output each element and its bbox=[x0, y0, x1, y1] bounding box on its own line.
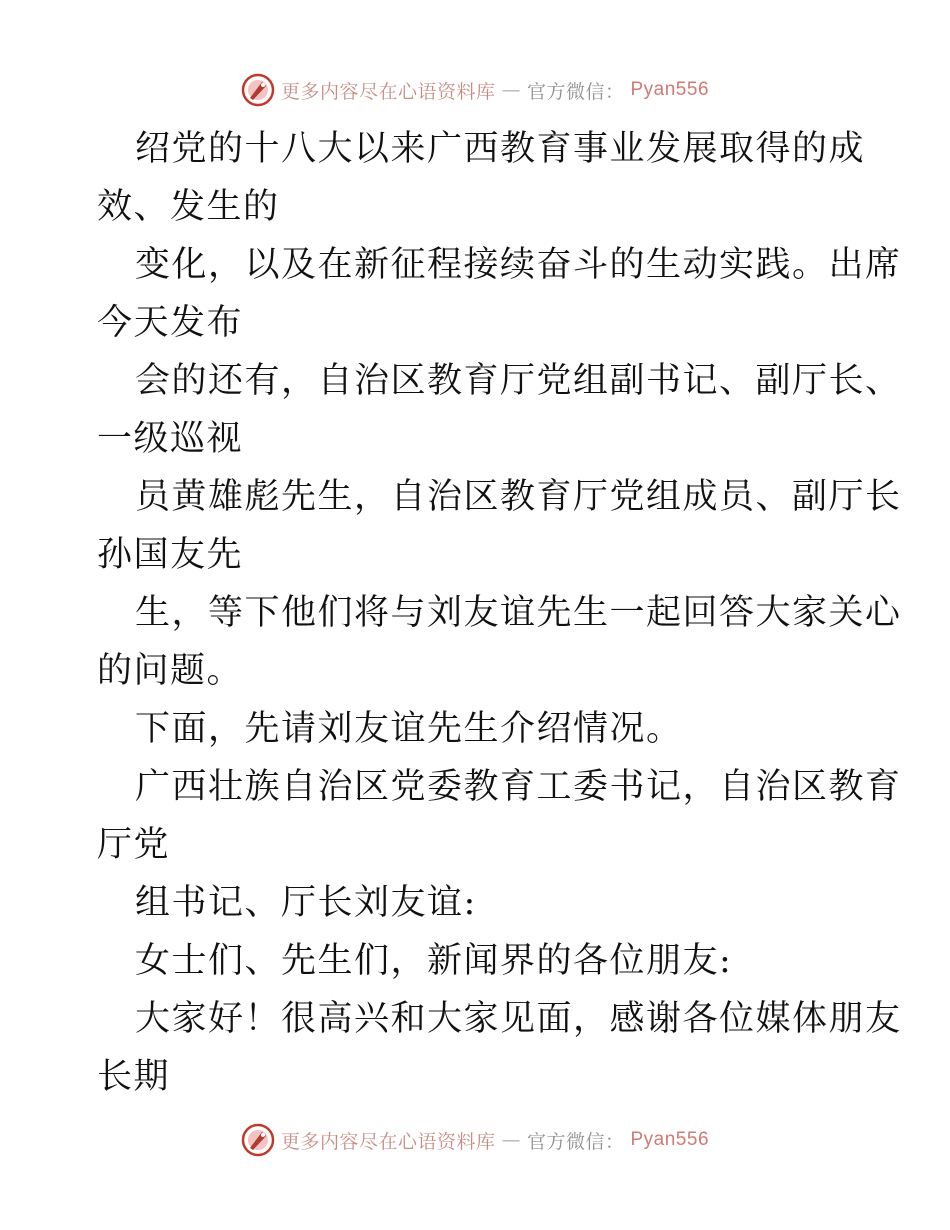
text-line: 下面，先请刘友谊先生介绍情况。 bbox=[135, 709, 683, 749]
footer-watermark bbox=[0, 1120, 950, 1160]
text-line: 今天发布 bbox=[97, 303, 244, 343]
watermark-separator: — bbox=[501, 1129, 521, 1151]
watermark-brand-text: 更多内容尽在心语资料库 bbox=[280, 1130, 496, 1153]
text-line: 效、发生的 bbox=[97, 187, 280, 227]
watermark-separator: — bbox=[501, 79, 521, 101]
text-line: 员黄雄彪先生，自治区教育厅党组成员、副厅长 bbox=[135, 477, 902, 517]
text-line: 会的还有，自治区教育厅党组副书记、副厅长、 bbox=[135, 361, 902, 401]
text-line: 组书记、厅长刘友谊: bbox=[135, 883, 477, 923]
watermark-brand-text: 更多内容尽在心语资料库 bbox=[280, 80, 496, 103]
watermark-wechat-id: Pyan556 bbox=[630, 79, 710, 100]
text-line: 长期 bbox=[97, 1057, 171, 1097]
watermark-wechat-label: 官方微信： bbox=[526, 80, 625, 103]
text-line: 一级巡视 bbox=[97, 419, 244, 459]
text-line: 孙国友先 bbox=[97, 535, 244, 575]
pen-nib-logo-icon bbox=[241, 73, 275, 107]
text-line: 生，等下他们将与刘友谊先生一起回答大家关心 bbox=[135, 593, 902, 633]
text-line: 的问题。 bbox=[97, 651, 244, 691]
text-line: 厅党 bbox=[97, 825, 171, 865]
header-watermark bbox=[0, 70, 950, 110]
watermark-wechat-id: Pyan556 bbox=[630, 1129, 710, 1150]
watermark-wechat-label: 官方微信： bbox=[526, 1130, 625, 1153]
text-line: 变化，以及在新征程接续奋斗的生动实践。出席 bbox=[135, 245, 902, 285]
text-line: 绍党的十八大以来广西教育事业发展取得的成 bbox=[135, 129, 866, 169]
text-line: 女士们、先生们，新闻界的各位朋友: bbox=[135, 941, 733, 981]
text-line: 大家好！很高兴和大家见面，感谢各位媒体朋友 bbox=[135, 999, 902, 1039]
text-line: 广西壮族自治区党委教育工委书记，自治区教育 bbox=[135, 767, 902, 807]
document-body bbox=[97, 120, 902, 1106]
pen-nib-logo-icon bbox=[241, 1123, 275, 1157]
